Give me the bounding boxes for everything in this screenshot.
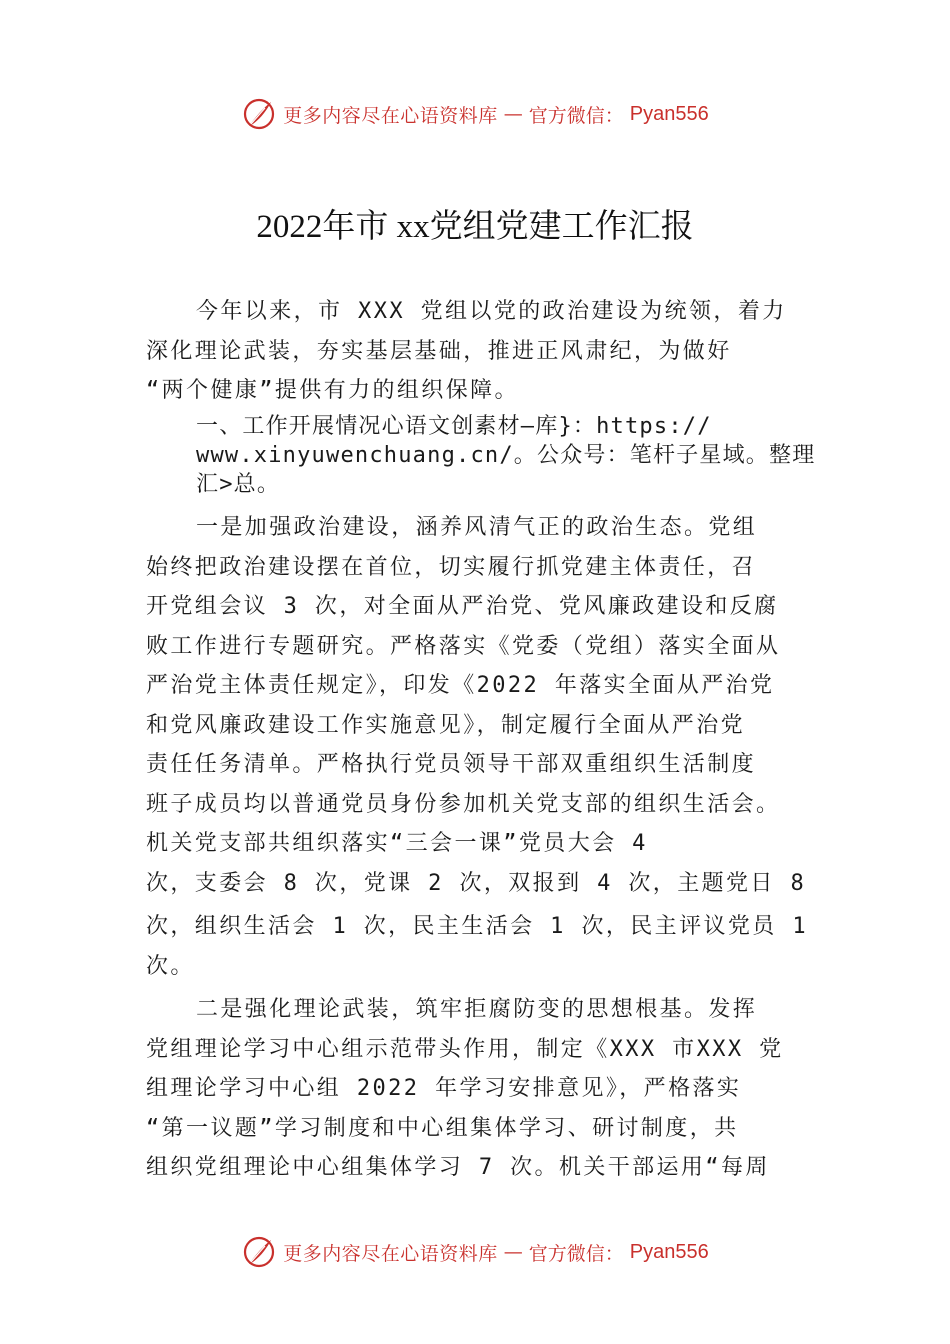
text-line: 败工作进行专题研究。严格落实《党委（党组）落实全面从	[146, 633, 781, 659]
text-line: 次。	[146, 953, 195, 979]
text-line: 今年以来，市 XXX 党组以党的政治建设为统领，着力	[196, 299, 787, 324]
text-line: 次，支委会 8 次，党课 2 次，双报到 4 次，主题党日 8	[146, 870, 807, 896]
banner-wechat-label: 官方微信：	[528, 104, 624, 127]
intro-paragraph	[146, 292, 810, 411]
banner-wechat-label: 官方微信：	[528, 1242, 624, 1265]
text-line: 深化理论武装，夯实基层基础，推进正风肃纪，为做好	[146, 338, 732, 364]
text-line: “两个健康”提供有力的组织保障。	[146, 378, 519, 403]
header-banner	[0, 94, 950, 134]
banner-site-name: 更多内容尽在心语资料库	[283, 1242, 498, 1265]
text-line: 始终把政治建设摆在首位，切实履行抓党建主体责任，召	[146, 554, 757, 580]
text-line: 汇>总。	[196, 472, 281, 497]
text-line: 班子成员均以普通党员身份参加机关党支部的组织生活会。	[146, 791, 781, 817]
text-line: 严治党主体责任规定》，印发《2022 年落实全面从严治党	[146, 673, 775, 698]
section-heading-1	[196, 412, 816, 499]
document-title: 2022年市 xx党组党建工作汇报	[256, 209, 694, 245]
text-line: 责任任务清单。严格执行党员领导干部双重组织生活制度	[146, 752, 757, 777]
text-line: 一、工作开展情况心语文创素材—库}：https://	[196, 414, 712, 439]
text-line: “第一议题”学习制度和中心组集体学习、研讨制度，共	[146, 1115, 739, 1141]
banner-site-name: 更多内容尽在心语资料库	[283, 104, 498, 127]
banner-dash: —	[503, 103, 523, 125]
paragraph-theory-study	[146, 990, 810, 1188]
text-line: 组理论学习中心组 2022 年学习安排意见》，严格落实	[146, 1076, 742, 1101]
text-line: 机关党支部共组织落实“三会一课”党员大会 4	[146, 831, 648, 856]
feather-logo-icon	[241, 1234, 277, 1270]
text-line: 组织党组理论中心组集体学习 7 次。机关干部运用“每周	[146, 1155, 770, 1180]
text-line: 和党风廉政建设工作实施意见》，制定履行全面从严治党	[146, 712, 746, 738]
text-line: 二是强化理论武装，筑牢拒腐防变的思想根基。发挥	[196, 997, 758, 1022]
banner-content	[241, 1234, 709, 1270]
text-line: 开党组会议 3 次，对全面从严治党、党风廉政建设和反腐	[146, 594, 779, 619]
text-line: 次，组织生活会 1 次，民主生活会 1 次，民主评议党员 1	[146, 914, 808, 939]
footer-banner	[0, 1232, 950, 1272]
banner-wechat-id: Pyan556	[629, 102, 709, 125]
text-line: 党组理论学习中心组示范带头作用，制定《XXX 市XXX 党	[146, 1036, 784, 1062]
intro-text	[146, 292, 810, 411]
feather-logo-icon	[241, 96, 277, 132]
paragraph-political-building	[146, 508, 810, 986]
text-line: www.xinyuwenchuang.cn/。公众号：笔杆子星域。整理	[196, 443, 816, 468]
banner-wechat-id: Pyan556	[629, 1240, 709, 1263]
banner-dash: —	[503, 1241, 523, 1263]
text-line: 一是加强政治建设，涵养风清气正的政治生态。党组	[196, 515, 758, 540]
banner-content	[241, 96, 709, 132]
